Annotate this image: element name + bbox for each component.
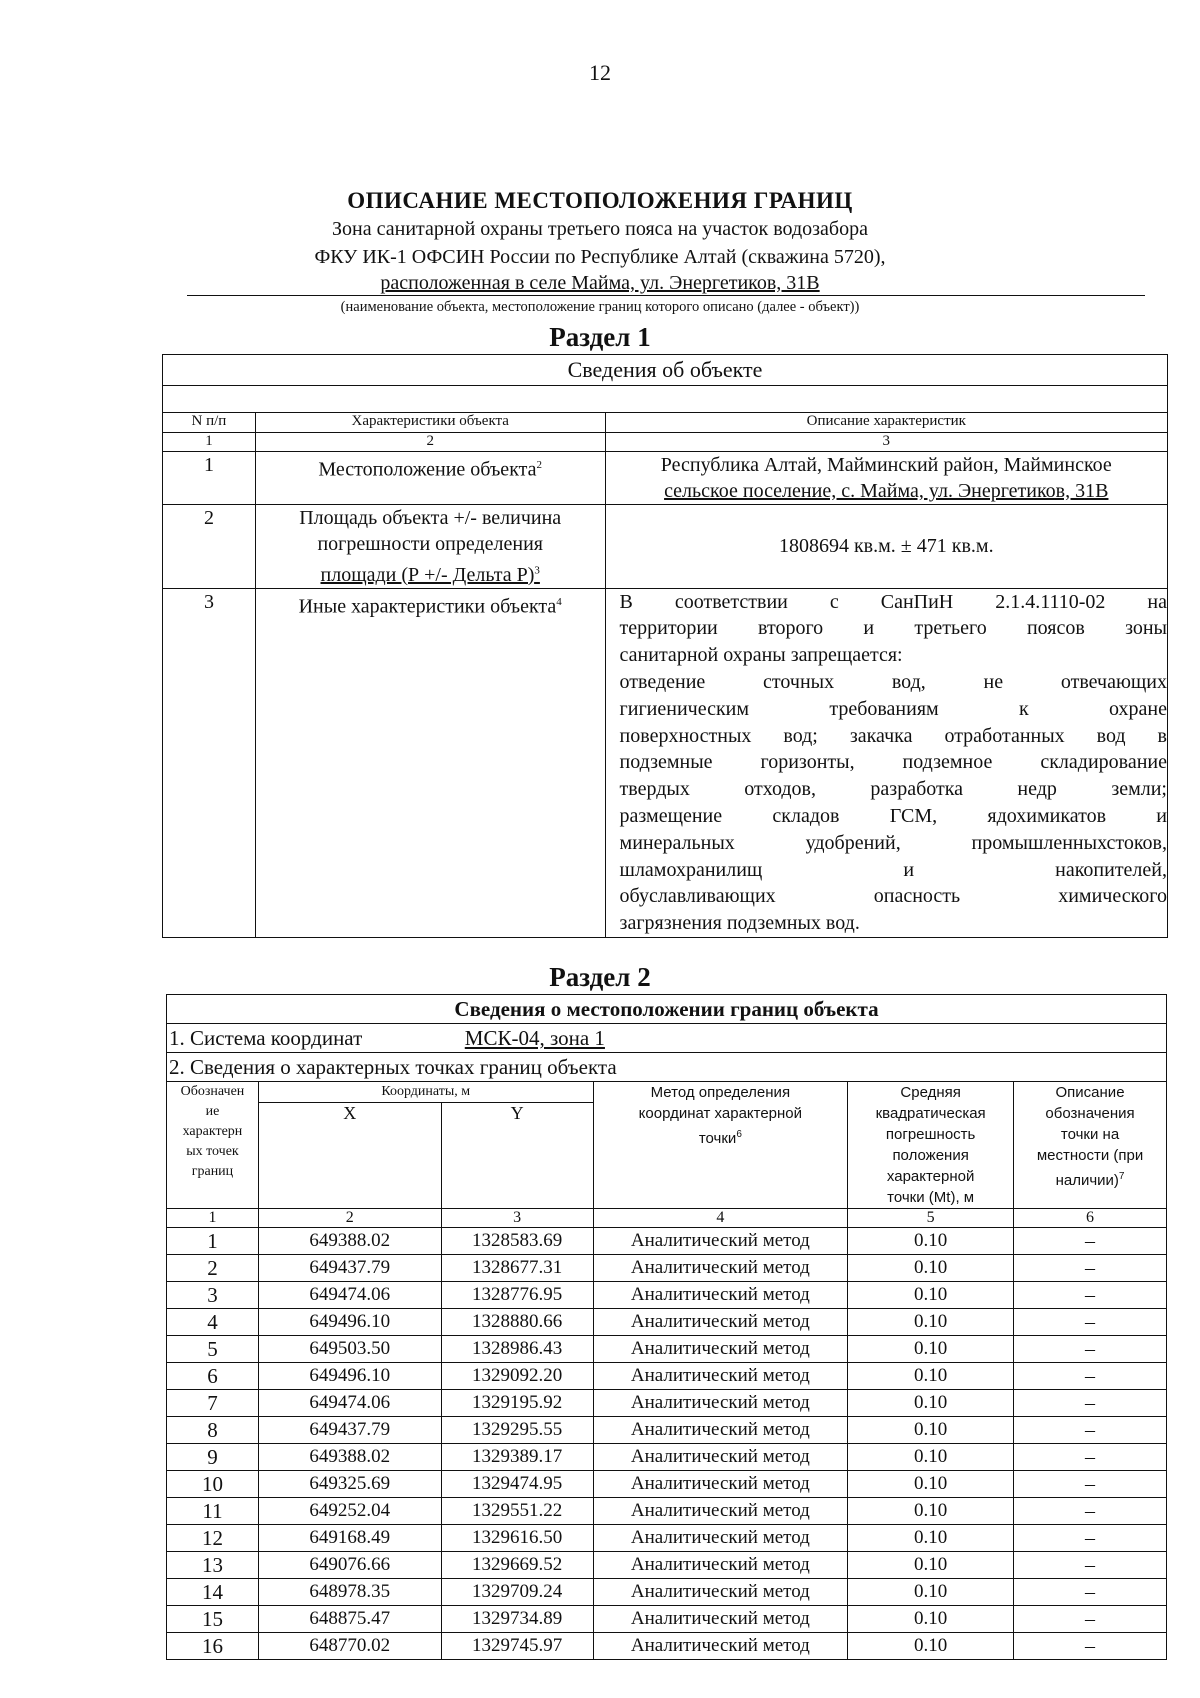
point-row xyxy=(167,1282,1167,1309)
point-y: 1329092.20 xyxy=(441,1363,593,1390)
point-method: Аналитический метод xyxy=(593,1444,848,1471)
restrictions-line: поверхностных вод; закачка отработанных вод в xyxy=(619,724,1167,747)
point-y: 1328880.66 xyxy=(441,1309,593,1336)
restrictions-line: санитарной охраны запрещается: xyxy=(619,644,903,667)
point-description: – xyxy=(1014,1255,1167,1282)
empty-row xyxy=(163,386,1168,413)
object-address: расположенная в селе Майма, ул. Энергетиков, 31В xyxy=(380,272,820,294)
boundary-table-title: Сведения о местоположении границ объекта xyxy=(167,995,1167,1024)
point-method: Аналитический метод xyxy=(593,1336,848,1363)
col-number-2: 2 xyxy=(258,1209,441,1228)
col-header-x: X xyxy=(258,1103,441,1209)
point-x: 649325.69 xyxy=(258,1471,441,1498)
point-id: 1 xyxy=(167,1228,259,1255)
point-y: 1329295.55 xyxy=(441,1417,593,1444)
point-method: Аналитический метод xyxy=(593,1498,848,1525)
point-id: 9 xyxy=(167,1444,259,1471)
col-header-coordinates: Координаты, м xyxy=(258,1082,593,1103)
point-y: 1329195.92 xyxy=(441,1390,593,1417)
point-description: – xyxy=(1014,1363,1167,1390)
point-id: 4 xyxy=(167,1309,259,1336)
point-x: 648875.47 xyxy=(258,1606,441,1633)
row-3-restrictions xyxy=(605,588,1167,937)
point-error: 0.10 xyxy=(848,1498,1014,1525)
point-method: Аналитический метод xyxy=(593,1390,848,1417)
restrictions-line: подземные горизонты, подземное складирование xyxy=(619,751,1167,774)
point-x: 649496.10 xyxy=(258,1309,441,1336)
restrictions-line: отведение сточных вод, не отвечающих xyxy=(619,671,1167,694)
point-row xyxy=(167,1498,1167,1525)
point-row xyxy=(167,1606,1167,1633)
col-number-1: 1 xyxy=(163,433,256,452)
col-number-1: 1 xyxy=(167,1209,259,1228)
point-id: 2 xyxy=(167,1255,259,1282)
point-row xyxy=(167,1417,1167,1444)
restrictions-line: обуславливающих опасность химического xyxy=(619,885,1167,908)
point-row xyxy=(167,1336,1167,1363)
point-method: Аналитический метод xyxy=(593,1552,848,1579)
point-method: Аналитический метод xyxy=(593,1579,848,1606)
point-y: 1329709.24 xyxy=(441,1579,593,1606)
col-header-characteristic: Характеристики объекта xyxy=(255,413,605,433)
point-y: 1329389.17 xyxy=(441,1444,593,1471)
row-2-num: 2 xyxy=(163,505,256,589)
restrictions-line: загрязнения подземных вод. xyxy=(619,912,860,935)
col-header-num: N п/п xyxy=(163,413,256,433)
point-x: 649388.02 xyxy=(258,1444,441,1471)
col-header-description: Описание характеристик xyxy=(605,413,1167,433)
point-error: 0.10 xyxy=(848,1633,1014,1660)
col-number-4: 4 xyxy=(593,1209,848,1228)
point-x: 649437.79 xyxy=(258,1417,441,1444)
point-y: 1328776.95 xyxy=(441,1282,593,1309)
point-x: 649496.10 xyxy=(258,1363,441,1390)
object-name-line-3 xyxy=(0,272,1200,295)
point-x: 648978.35 xyxy=(258,1579,441,1606)
point-row xyxy=(167,1309,1167,1336)
point-x: 649252.04 xyxy=(258,1498,441,1525)
col-header-designation: Обозначен ие характерн ых точек границ xyxy=(167,1082,259,1209)
point-description: – xyxy=(1014,1282,1167,1309)
point-x: 649437.79 xyxy=(258,1255,441,1282)
point-error: 0.10 xyxy=(848,1606,1014,1633)
point-y: 1328677.31 xyxy=(441,1255,593,1282)
point-y: 1329669.52 xyxy=(441,1552,593,1579)
point-x: 649076.66 xyxy=(258,1552,441,1579)
point-y: 1329734.89 xyxy=(441,1606,593,1633)
point-error: 0.10 xyxy=(848,1309,1014,1336)
point-error: 0.10 xyxy=(848,1417,1014,1444)
point-id: 14 xyxy=(167,1579,259,1606)
point-method: Аналитический метод xyxy=(593,1417,848,1444)
point-x: 649168.49 xyxy=(258,1525,441,1552)
point-description: – xyxy=(1014,1525,1167,1552)
point-id: 13 xyxy=(167,1552,259,1579)
row-2-characteristic: Площадь объекта +/- величина погрешности определения площади (Р +/- Дельта Р)$^3$ xyxy=(255,505,605,589)
col-header-y: Y xyxy=(441,1103,593,1209)
point-x: 649474.06 xyxy=(258,1282,441,1309)
point-id: 8 xyxy=(167,1417,259,1444)
point-method: Аналитический метод xyxy=(593,1363,848,1390)
restrictions-text xyxy=(620,589,1167,937)
point-y: 1329616.50 xyxy=(441,1525,593,1552)
point-row xyxy=(167,1471,1167,1498)
point-id: 3 xyxy=(167,1282,259,1309)
points-body xyxy=(167,1228,1167,1660)
point-description: – xyxy=(1014,1444,1167,1471)
col-header-point-description: Описание обозначения точки на местности (при наличии)$^7$ xyxy=(1014,1082,1167,1209)
restrictions-line: твердых отходов, разработка недр земли; xyxy=(619,778,1167,801)
point-id: 15 xyxy=(167,1606,259,1633)
section-2-heading: Раздел 2 xyxy=(549,962,651,992)
row-3-characteristic: Иные характеристики объекта$^4$ xyxy=(255,588,605,937)
boundary-points-table xyxy=(166,994,1167,1660)
restrictions-line: гигиеническим требованиям к охране xyxy=(619,697,1167,720)
point-row xyxy=(167,1552,1167,1579)
point-row xyxy=(167,1228,1167,1255)
point-description: – xyxy=(1014,1579,1167,1606)
restrictions-line: В соответствии с СанПиН 2.1.4.1110-02 на xyxy=(619,590,1167,613)
coordinate-system-value: МСК-04, зона 1 xyxy=(464,1026,605,1050)
object-name-line-2: ФКУ ИК-1 ОФСИН России по Республике Алтай (скважина 5720), xyxy=(314,246,886,268)
document-title: ОПИСАНИЕ МЕСТОПОЛОЖЕНИЯ ГРАНИЦ xyxy=(347,188,853,213)
point-description: – xyxy=(1014,1390,1167,1417)
point-description: – xyxy=(1014,1498,1167,1525)
point-id: 16 xyxy=(167,1633,259,1660)
point-description: – xyxy=(1014,1606,1167,1633)
point-id: 10 xyxy=(167,1471,259,1498)
section-1-heading: Раздел 1 xyxy=(549,322,651,352)
point-y: 1328986.43 xyxy=(441,1336,593,1363)
point-method: Аналитический метод xyxy=(593,1471,848,1498)
col-number-3: 3 xyxy=(605,433,1167,452)
point-x: 649503.50 xyxy=(258,1336,441,1363)
point-error: 0.10 xyxy=(848,1282,1014,1309)
point-id: 5 xyxy=(167,1336,259,1363)
row-1-characteristic: Местоположение объекта$^2$ xyxy=(255,452,605,505)
point-y: 1329474.95 xyxy=(441,1471,593,1498)
object-name-line-1: Зона санитарной охраны третьего пояса на участок водозабора xyxy=(332,218,868,240)
point-row xyxy=(167,1363,1167,1390)
point-description: – xyxy=(1014,1417,1167,1444)
point-method: Аналитический метод xyxy=(593,1309,848,1336)
points-section-title: 2. Сведения о характерных точках границ объекта xyxy=(167,1053,1167,1082)
point-method: Аналитический метод xyxy=(593,1282,848,1309)
point-method: Аналитический метод xyxy=(593,1525,848,1552)
point-y: 1329551.22 xyxy=(441,1498,593,1525)
point-id: 6 xyxy=(167,1363,259,1390)
point-error: 0.10 xyxy=(848,1255,1014,1282)
point-error: 0.10 xyxy=(848,1390,1014,1417)
restrictions-line: шламохранилищ и накопителей, xyxy=(619,858,1167,881)
point-x: 649388.02 xyxy=(258,1228,441,1255)
point-error: 0.10 xyxy=(848,1444,1014,1471)
point-row xyxy=(167,1579,1167,1606)
row-2-area-value: 1808694 кв.м. ± 471 кв.м. xyxy=(605,505,1167,589)
point-id: 12 xyxy=(167,1525,259,1552)
row-1-description: Республика Алтай, Майминский район, Майминское сельское поселение, с. Майма, ул. Энергетиков, 31В xyxy=(605,452,1167,505)
point-description: – xyxy=(1014,1228,1167,1255)
point-x: 649474.06 xyxy=(258,1390,441,1417)
object-info-table xyxy=(162,354,1168,938)
title-caption: (наименование объекта, местоположение границ которого описано (далее - объект)) xyxy=(340,299,860,315)
point-description: – xyxy=(1014,1552,1167,1579)
point-row xyxy=(167,1255,1167,1282)
coordinate-system-row xyxy=(167,1024,1167,1053)
point-description: – xyxy=(1014,1471,1167,1498)
title-underline xyxy=(187,295,1145,296)
col-number-5: 5 xyxy=(848,1209,1014,1228)
point-description: – xyxy=(1014,1633,1167,1660)
point-y: 1329745.97 xyxy=(441,1633,593,1660)
point-error: 0.10 xyxy=(848,1579,1014,1606)
point-error: 0.10 xyxy=(848,1471,1014,1498)
point-error: 0.10 xyxy=(848,1552,1014,1579)
page-number: 12 xyxy=(589,60,611,85)
point-row xyxy=(167,1633,1167,1660)
restrictions-line: минеральных удобрений, промышленныхстоков, xyxy=(619,831,1167,854)
point-y: 1328583.69 xyxy=(441,1228,593,1255)
row-3-num: 3 xyxy=(163,588,256,937)
point-error: 0.10 xyxy=(848,1336,1014,1363)
point-method: Аналитический метод xyxy=(593,1228,848,1255)
col-header-method: Метод определения координат характерной точки$^6$ xyxy=(593,1082,848,1209)
restrictions-line: размещение складов ГСМ, ядохимикатов и xyxy=(619,805,1167,828)
point-description: – xyxy=(1014,1309,1167,1336)
point-description: – xyxy=(1014,1336,1167,1363)
point-method: Аналитический метод xyxy=(593,1633,848,1660)
point-method: Аналитический метод xyxy=(593,1255,848,1282)
row-1-num: 1 xyxy=(163,452,256,505)
point-error: 0.10 xyxy=(848,1525,1014,1552)
point-id: 7 xyxy=(167,1390,259,1417)
col-number-3: 3 xyxy=(441,1209,593,1228)
restrictions-line: территории второго и третьего поясов зоны xyxy=(619,617,1167,640)
point-method: Аналитический метод xyxy=(593,1606,848,1633)
coordinate-system-label: 1. Система координат xyxy=(169,1026,363,1050)
point-row xyxy=(167,1444,1167,1471)
point-x: 648770.02 xyxy=(258,1633,441,1660)
col-number-2: 2 xyxy=(255,433,605,452)
col-number-6: 6 xyxy=(1014,1209,1167,1228)
point-row xyxy=(167,1525,1167,1552)
col-header-error: Средняя квадратическая погрешность положения характерной точки (Mt), м xyxy=(848,1082,1014,1209)
point-id: 11 xyxy=(167,1498,259,1525)
point-error: 0.10 xyxy=(848,1228,1014,1255)
object-info-table-title: Сведения об объекте xyxy=(163,355,1168,386)
point-row xyxy=(167,1390,1167,1417)
point-error: 0.10 xyxy=(848,1363,1014,1390)
